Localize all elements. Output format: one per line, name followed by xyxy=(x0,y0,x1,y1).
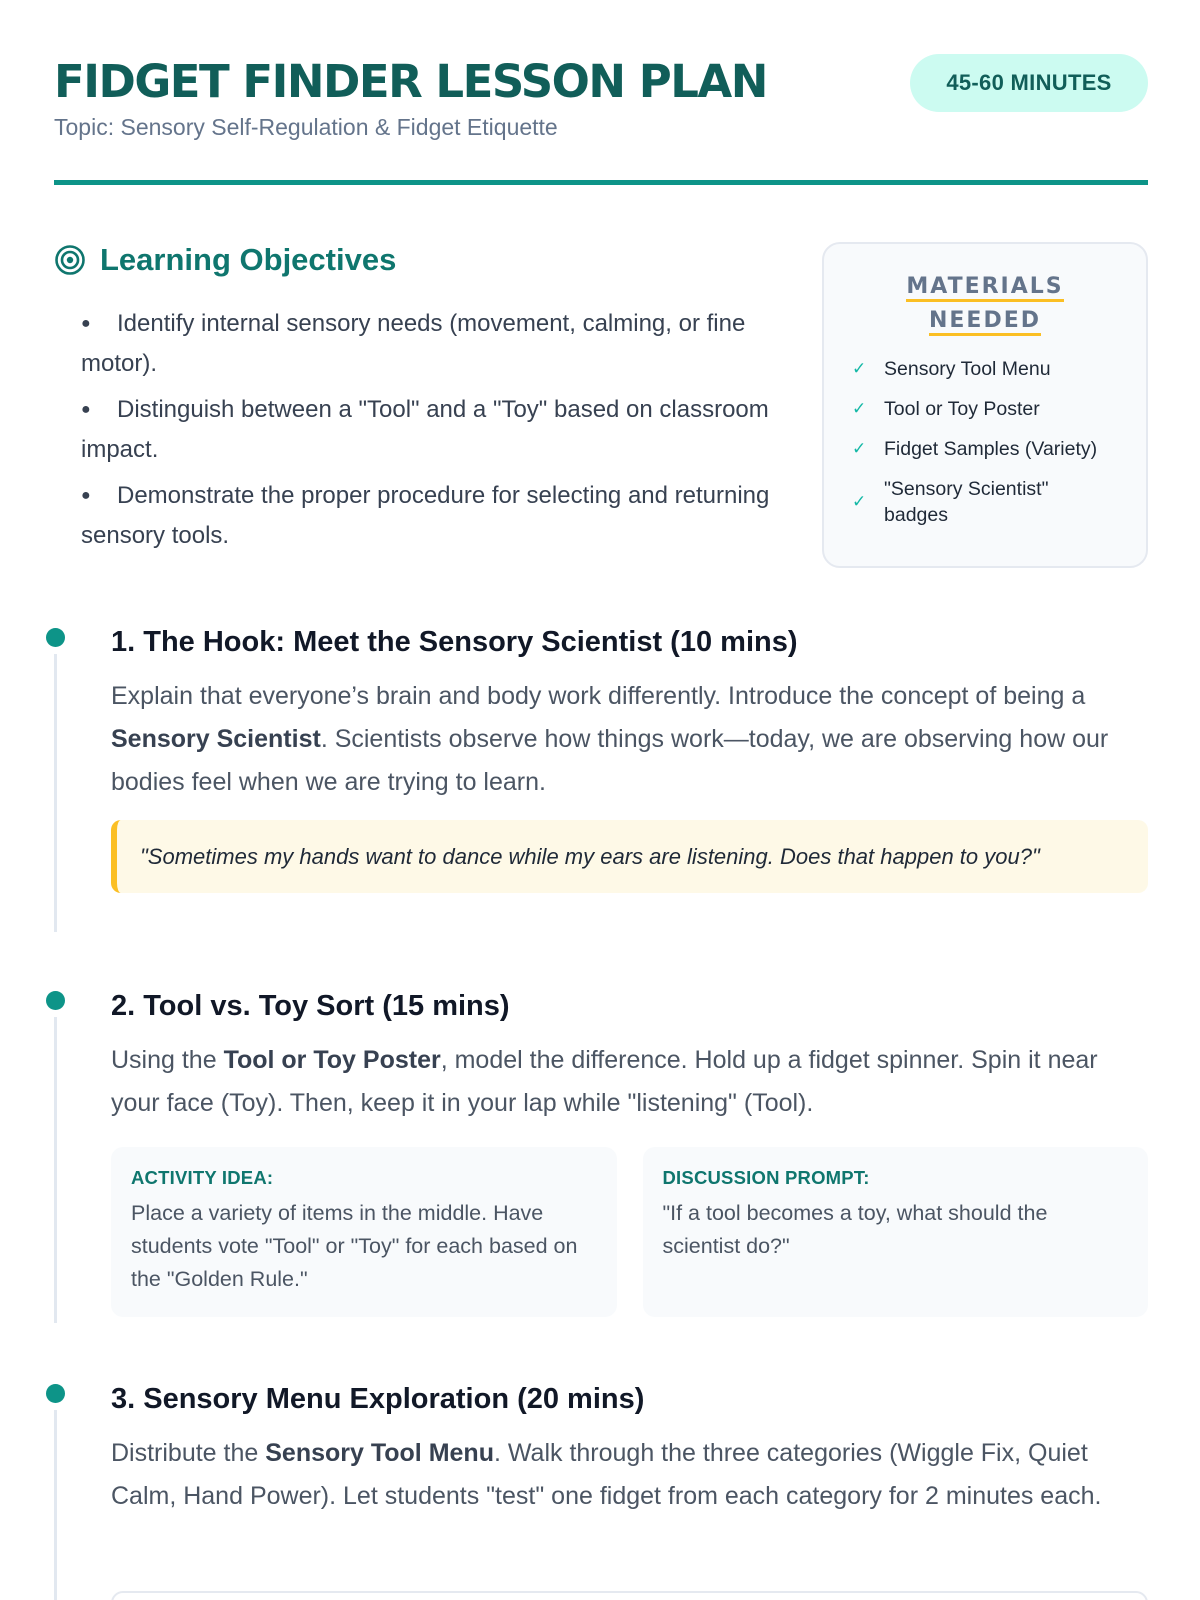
check-icon: ✓ xyxy=(852,359,867,378)
discussion-prompt-card xyxy=(643,1147,1149,1317)
check-icon: ✓ xyxy=(852,492,867,511)
learning-objectives-section xyxy=(54,242,794,562)
target-icon xyxy=(54,244,86,276)
list-item: ✓ Sensory Tool Menu xyxy=(852,358,1051,380)
list-item: ✓ Fidget Samples (Variety) xyxy=(852,438,1098,460)
step-3-card xyxy=(111,1591,1148,1600)
header-divider xyxy=(54,180,1148,185)
card-label: DISCUSSION PROMPT: xyxy=(662,1167,870,1188)
timeline-line xyxy=(54,1017,57,1323)
step-2 xyxy=(111,988,1148,1317)
list-item: ● Demonstrate the proper procedure for selecting and returning sensory tools. xyxy=(81,482,770,549)
step-text: Using the Tool or Toy Poster, model the difference. Hold up a fidget spinner. Spin it near your face (Toy). Then, keep it in your lap while "listening" (Tool). xyxy=(111,1046,1098,1117)
step-3 xyxy=(111,1381,1148,1518)
timeline-line xyxy=(54,1410,57,1600)
card-text: Place a variety of items in the middle. Have students vote "Tool" or "Toy" for each based on the "Golden Rule." xyxy=(131,1201,578,1291)
materials-heading: MATERIALS NEEDED xyxy=(852,270,1118,338)
step-text: Explain that everyone’s brain and body work differently. Introduce the concept of being a Sensory Scientist. Scientists observe how things work—today, we are observing how our bodies feel when we are trying to learn. xyxy=(111,682,1109,796)
timeline-dot xyxy=(46,991,65,1010)
materials-card xyxy=(822,242,1148,568)
step-title: 2. Tool vs. Toy Sort (15 mins) xyxy=(111,990,510,1022)
materials-list xyxy=(852,356,1118,528)
step-title: 3. Sensory Menu Exploration (20 mins) xyxy=(111,1383,645,1415)
timeline-line xyxy=(54,654,57,932)
teacher-quote: "Sometimes my hands want to dance while my ears are listening. Does that happen to you?" xyxy=(111,820,1148,893)
timeline-dot xyxy=(46,628,65,647)
lesson-header xyxy=(54,52,1148,141)
list-item: ● Distinguish between a "Tool" and a "Toy" based on classroom impact. xyxy=(81,396,769,463)
list-item: ● Identify internal sensory needs (movement, calming, or fine motor). xyxy=(81,310,746,377)
check-icon: ✓ xyxy=(852,439,867,458)
step-title: 1. The Hook: Meet the Sensory Scientist (10 mins) xyxy=(111,626,798,658)
objectives-list xyxy=(54,304,794,556)
step-1 xyxy=(111,624,1148,893)
check-icon: ✓ xyxy=(852,399,867,418)
timeline-dot xyxy=(46,1384,65,1403)
card-label: ACTIVITY IDEA: xyxy=(131,1167,274,1188)
objectives-heading: Learning Objectives xyxy=(100,242,397,277)
list-item: ✓ "Sensory Scientist" badges xyxy=(852,478,1049,526)
list-item: ✓ Tool or Toy Poster xyxy=(852,398,1040,420)
step-text: Distribute the Sensory Tool Menu. Walk through the three categories (Wiggle Fix, Quiet Calm, Hand Power). Let students "test" one fidget from each category for 2 minutes each. xyxy=(111,1439,1102,1510)
page-title: FIDGET FINDER LESSON PLAN xyxy=(54,55,767,108)
page-subtitle: Topic: Sensory Self-Regulation & Fidget Etiquette xyxy=(54,114,558,140)
activity-idea-card xyxy=(111,1147,617,1317)
duration-badge: 45-60 MINUTES xyxy=(910,54,1148,112)
step-cards xyxy=(111,1147,1148,1317)
card-text: "If a tool becomes a toy, what should the scientist do?" xyxy=(662,1201,1048,1258)
